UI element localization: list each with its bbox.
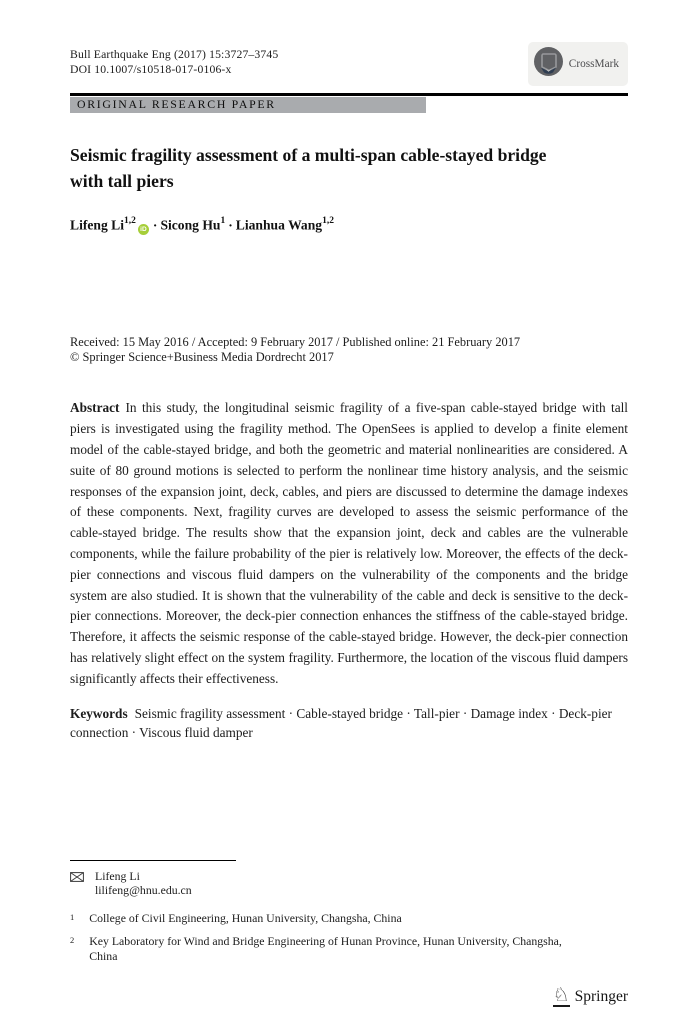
abstract xyxy=(70,398,628,689)
article-history xyxy=(70,335,628,366)
orcid-icon[interactable]: iD xyxy=(138,224,149,235)
corresponding-author-name: Lifeng Li xyxy=(95,868,140,883)
banner-bar xyxy=(70,97,426,114)
crossmark-badge[interactable] xyxy=(528,42,628,86)
keywords-label: Keywords xyxy=(70,705,128,721)
envelope-icon xyxy=(70,871,84,898)
journal-info xyxy=(70,45,278,77)
corresponding-author-block xyxy=(70,869,628,898)
author-name: Lianhua Wang xyxy=(235,217,323,233)
affiliation-2 xyxy=(70,934,628,963)
author-separator: · xyxy=(152,217,158,233)
author-separator: · xyxy=(228,217,233,233)
corresponding-author-email[interactable]: lilifeng@hnu.edu.cn xyxy=(95,883,192,898)
footnote-rule xyxy=(70,860,236,861)
article-title: Seismic fragility assessment of a multi-span cable-stayed bridge with tall piers xyxy=(70,145,547,191)
crossmark-icon xyxy=(533,46,564,82)
publisher-name: Springer xyxy=(574,987,628,1005)
history-line: Received: 15 May 2016 / Accepted: 9 February 2017 / Published online: 21 February 2017 xyxy=(70,334,521,349)
page-header xyxy=(70,45,628,85)
author-name: Lifeng Li xyxy=(70,217,125,233)
keywords-text: Seismic fragility assessment · Cable-stayed bridge · Tall-pier · Damage index · Deck-pier connection · Viscous fluid damper xyxy=(70,705,612,740)
publisher-logo xyxy=(553,986,628,1007)
affiliation-1 xyxy=(70,911,628,926)
author-name: Sicong Hu xyxy=(160,217,221,233)
journal-citation: Bull Earthquake Eng (2017) 15:3727–3745 xyxy=(70,48,279,61)
affiliation-text: Key Laboratory for Wind and Bridge Engineering of Hunan Province, Hunan University, Changsha, China xyxy=(89,934,562,963)
article-type-label: ORIGINAL RESEARCH PAPER xyxy=(77,97,276,112)
affiliation-number: 1 xyxy=(70,911,75,922)
springer-knight-icon: ♘ xyxy=(552,985,570,1006)
author-affil-marker: 1,2 xyxy=(124,216,136,226)
crossmark-label: CrossMark xyxy=(568,58,619,70)
abstract-text: In this study, the longitudinal seismic fragility of a five-span cable-stayed bridge with tall piers is investigated using the fragility method. The OpenSees is applied to develop a finite element model of the cable-stayed bridge, and both the geometric and material nonlinearities are considered. A suite of 80 ground motions is selected to perform the nonlinear time history analysis, and the seismic responses of the expansion joint, deck, cables, and piers are discussed to determine the damage indexes of these components. Next, fragility curves are developed to assess the seismic performance of the cable-stayed bridge. The results show that the expansion joint, deck and cables are the vulnerable components, while the failure probability of the pier is relatively low. Moreover, the effects of the deck-pier connections and viscous fluid dampers on the vulnerability of the components and the bridge system are also studied. It is shown that the vulnerability of the cable and deck is sensitive to the deck-pier connections. Moreover, the deck-pier connection enhances the stiffness of the cable-stayed bridge. Therefore, it affects the seismic response of the cable-stayed bridge. However, the deck-pier connection has relatively slight effect on the system fragility. Furthermore, the location of the viscous fluid dampers significantly affects their effectiveness. xyxy=(70,400,628,686)
article-type-banner xyxy=(70,93,628,113)
author-affil-marker: 1,2 xyxy=(322,216,334,226)
affiliation-text: College of Civil Engineering, Hunan University, Changsha, China xyxy=(89,910,402,925)
keywords xyxy=(70,704,628,743)
copyright-line: © Springer Science+Business Media Dordrecht 2017 xyxy=(70,349,334,364)
abstract-label: Abstract xyxy=(70,400,120,416)
author-affil-marker: 1 xyxy=(220,216,226,226)
banner-rule xyxy=(70,93,628,96)
doi: DOI 10.1007/s10518-017-0106-x xyxy=(70,62,232,76)
corresponding-author-info xyxy=(95,869,192,898)
author-line xyxy=(70,213,628,235)
affiliation-number: 2 xyxy=(70,935,75,946)
